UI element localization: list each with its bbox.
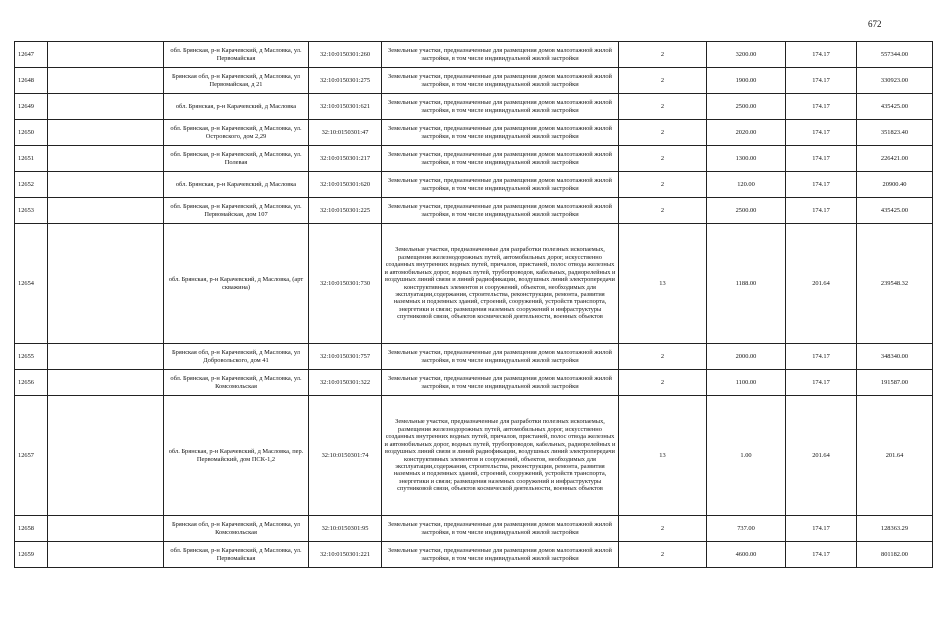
row-area: 1300.00 <box>707 146 786 172</box>
row-cadastral-number: 32:10:0150301:47 <box>309 120 382 146</box>
row-cadastral-number: 32:10:0150301:275 <box>309 68 382 94</box>
row-id: 12655 <box>15 344 48 370</box>
row-spacer <box>48 224 164 344</box>
row-spacer <box>48 120 164 146</box>
table-row <box>15 42 933 68</box>
row-category-code: 2 <box>619 198 707 224</box>
row-spacer <box>48 172 164 198</box>
row-category-code: 2 <box>619 94 707 120</box>
row-rate: 201.64 <box>786 396 857 516</box>
row-category-code: 2 <box>619 172 707 198</box>
row-cadastral-number: 32:10:0150301:260 <box>309 42 382 68</box>
row-category-code: 2 <box>619 542 707 568</box>
row-id: 12652 <box>15 172 48 198</box>
row-spacer <box>48 542 164 568</box>
row-spacer <box>48 68 164 94</box>
row-cadastral-number: 32:10:0150301:621 <box>309 94 382 120</box>
row-spacer <box>48 396 164 516</box>
row-id: 12651 <box>15 146 48 172</box>
row-area: 2020.00 <box>707 120 786 146</box>
row-permitted-use: Земельные участки, предназначенные для размещения домов малоэтажной жилой застройки, в том числе индивидуальной жилой застройки <box>382 198 619 224</box>
table-row <box>15 68 933 94</box>
row-permitted-use: Земельные участки, предназначенные для размещения домов малоэтажной жилой застройки, в том числе индивидуальной жилой застройки <box>382 120 619 146</box>
row-permitted-use: Земельные участки, предназначенные для размещения домов малоэтажной жилой застройки, в том числе индивидуальной жилой застройки <box>382 172 619 198</box>
row-id: 12648 <box>15 68 48 94</box>
row-id: 12654 <box>15 224 48 344</box>
row-permitted-use: Земельные участки, предназначенные для размещения домов малоэтажной жилой застройки, в том числе индивидуальной жилой застройки <box>382 42 619 68</box>
row-rate: 174.17 <box>786 172 857 198</box>
row-category-code: 2 <box>619 344 707 370</box>
row-rate: 174.17 <box>786 516 857 542</box>
row-address: обл. Брянская, р-н Карачевский, д Масловка, ул. Первомайская <box>164 542 309 568</box>
row-id: 12659 <box>15 542 48 568</box>
row-cadastral-value: 435425.00 <box>857 198 933 224</box>
row-cadastral-number: 32:10:0150301:221 <box>309 542 382 568</box>
row-id: 12653 <box>15 198 48 224</box>
table-row <box>15 516 933 542</box>
row-cadastral-value: 201.64 <box>857 396 933 516</box>
row-spacer <box>48 198 164 224</box>
row-spacer <box>48 94 164 120</box>
row-address: обл. Брянская, р-н Карачевский, д Масловка <box>164 94 309 120</box>
row-permitted-use: Земельные участки, предназначенные для разработки полезных ископаемых, размещения железнодорожных путей, автомобильных дорог, искусственно созданных внутренних водных путей, причалов, пристаней, полос отвода железных и автомобильных дорог, водных путей, трубопроводов, кабельных, радиорелейных и воздушных линий связи и линий радиофикации, воздушных линий электропередачи конструктивных элементов и сооружений, объектов, необходимых для эксплуатации,содержания, строительства, реконструкции, ремонта, развития наземных и подземных зданий, строений, сооружений, устройств транспорта, энергетики и связи; размещения наземных сооружений и инфраструктуры спутниковой связи, объектов космической деятельности, военных объектов <box>382 396 619 516</box>
row-rate: 174.17 <box>786 94 857 120</box>
row-permitted-use: Земельные участки, предназначенные для разработки полезных ископаемых, размещения железнодорожных путей, автомобильных дорог, искусственно созданных внутренних водных путей, причалов, пристаней, полос отвода железных и автомобильных дорог, водных путей, трубопроводов, кабельных, радиорелейных и воздушных линий связи и линий радиофикации, воздушных линий электропередачи конструктивных элементов и сооружений, объектов, необходимых для эксплуатации,содержания, строительства, реконструкции, ремонта, развития наземных и подземных зданий, строений, сооружений, устройств транспорта, энергетики и связи; размещения наземных сооружений и инфраструктуры спутниковой связи, объектов космической деятельности, военных объектов <box>382 224 619 344</box>
row-cadastral-value: 801182.00 <box>857 542 933 568</box>
row-category-code: 13 <box>619 396 707 516</box>
row-cadastral-value: 239548.32 <box>857 224 933 344</box>
registry-body <box>15 42 933 568</box>
row-permitted-use: Земельные участки, предназначенные для размещения домов малоэтажной жилой застройки, в том числе индивидуальной жилой застройки <box>382 68 619 94</box>
row-area: 4600.00 <box>707 542 786 568</box>
row-area: 2000.00 <box>707 344 786 370</box>
row-address: обл. Брянская, р-н Карачевский, д Масловка <box>164 172 309 198</box>
row-address: обл. Брянская, р-н Карачевский, д Масловка, ул. Островского, дом 2,29 <box>164 120 309 146</box>
row-rate: 174.17 <box>786 344 857 370</box>
page-number: 672 <box>868 19 882 29</box>
row-cadastral-number: 32:10:0150301:620 <box>309 172 382 198</box>
row-spacer <box>48 42 164 68</box>
row-category-code: 2 <box>619 146 707 172</box>
row-address: Брянская обл, р-н Карачевский, д Масловка, ул Добровольского, дом 41 <box>164 344 309 370</box>
row-cadastral-value: 226421.00 <box>857 146 933 172</box>
row-cadastral-number: 32:10:0150301:322 <box>309 370 382 396</box>
table-row <box>15 344 933 370</box>
row-address: обл. Брянская, р-н Карачевский, д Масловка, ул. Комсомольская <box>164 370 309 396</box>
row-address: обл. Брянская, р-н Карачевский, д Масловка, (арт скважина) <box>164 224 309 344</box>
row-id: 12649 <box>15 94 48 120</box>
row-id: 12656 <box>15 370 48 396</box>
table-row <box>15 198 933 224</box>
row-rate: 174.17 <box>786 146 857 172</box>
table-row <box>15 396 933 516</box>
row-address: обл. Брянская, р-н Карачевский, д Масловка, ул. Первомайская, дом 107 <box>164 198 309 224</box>
row-area: 737.00 <box>707 516 786 542</box>
row-permitted-use: Земельные участки, предназначенные для размещения домов малоэтажной жилой застройки, в том числе индивидуальной жилой застройки <box>382 516 619 542</box>
row-cadastral-value: 557344.00 <box>857 42 933 68</box>
table-row <box>15 146 933 172</box>
row-cadastral-value: 351823.40 <box>857 120 933 146</box>
row-spacer <box>48 344 164 370</box>
row-area: 1.00 <box>707 396 786 516</box>
row-area: 2500.00 <box>707 198 786 224</box>
row-rate: 201.64 <box>786 224 857 344</box>
row-category-code: 2 <box>619 120 707 146</box>
row-rate: 174.17 <box>786 120 857 146</box>
row-spacer <box>48 146 164 172</box>
row-cadastral-value: 330923.00 <box>857 68 933 94</box>
table-row <box>15 542 933 568</box>
row-cadastral-value: 435425.00 <box>857 94 933 120</box>
row-id: 12658 <box>15 516 48 542</box>
row-permitted-use: Земельные участки, предназначенные для размещения домов малоэтажной жилой застройки, в том числе индивидуальной жилой застройки <box>382 146 619 172</box>
row-area: 2500.00 <box>707 94 786 120</box>
row-area: 120.00 <box>707 172 786 198</box>
row-cadastral-number: 32:10:0150301:225 <box>309 198 382 224</box>
row-category-code: 2 <box>619 42 707 68</box>
row-permitted-use: Земельные участки, предназначенные для размещения домов малоэтажной жилой застройки, в том числе индивидуальной жилой застройки <box>382 344 619 370</box>
row-area: 1100.00 <box>707 370 786 396</box>
table-row <box>15 172 933 198</box>
row-cadastral-number: 32:10:0150301:730 <box>309 224 382 344</box>
row-rate: 174.17 <box>786 42 857 68</box>
row-cadastral-value: 348340.00 <box>857 344 933 370</box>
row-id: 12657 <box>15 396 48 516</box>
row-rate: 174.17 <box>786 198 857 224</box>
row-category-code: 2 <box>619 370 707 396</box>
table-row <box>15 370 933 396</box>
table-row <box>15 224 933 344</box>
row-address: обл. Брянская, р-н Карачевский, д Масловка, пер. Первомайский, дом ПСК-1,2 <box>164 396 309 516</box>
row-cadastral-number: 32:10:0150301:95 <box>309 516 382 542</box>
row-address: Брянская обл, р-н Карачевский, д Масловка, ул Комсомольская <box>164 516 309 542</box>
row-category-code: 13 <box>619 224 707 344</box>
row-category-code: 2 <box>619 68 707 94</box>
row-cadastral-value: 191587.00 <box>857 370 933 396</box>
row-address: обл. Брянская, р-н Карачевский, д Масловка, ул. Полевая <box>164 146 309 172</box>
table-row <box>15 94 933 120</box>
row-cadastral-value: 20900.40 <box>857 172 933 198</box>
row-spacer <box>48 370 164 396</box>
row-cadastral-number: 32:10:0150301:217 <box>309 146 382 172</box>
row-rate: 174.17 <box>786 68 857 94</box>
row-permitted-use: Земельные участки, предназначенные для размещения домов малоэтажной жилой застройки, в том числе индивидуальной жилой застройки <box>382 370 619 396</box>
row-cadastral-number: 32:10:0150301:74 <box>309 396 382 516</box>
row-cadastral-number: 32:10:0150301:757 <box>309 344 382 370</box>
row-permitted-use: Земельные участки, предназначенные для размещения домов малоэтажной жилой застройки, в том числе индивидуальной жилой застройки <box>382 542 619 568</box>
row-area: 1900.00 <box>707 68 786 94</box>
row-rate: 174.17 <box>786 542 857 568</box>
row-address: Брянская обл, р-н Карачевский, д Масловка, ул Первомайская, д 21 <box>164 68 309 94</box>
row-rate: 174.17 <box>786 370 857 396</box>
row-cadastral-value: 128363.29 <box>857 516 933 542</box>
row-address: обл. Брянская, р-н Карачевский, д Масловка, ул. Первомайская <box>164 42 309 68</box>
row-area: 1188.00 <box>707 224 786 344</box>
table-row <box>15 120 933 146</box>
row-permitted-use: Земельные участки, предназначенные для размещения домов малоэтажной жилой застройки, в том числе индивидуальной жилой застройки <box>382 94 619 120</box>
land-registry-table <box>14 41 933 568</box>
row-category-code: 2 <box>619 516 707 542</box>
row-id: 12647 <box>15 42 48 68</box>
row-spacer <box>48 516 164 542</box>
row-id: 12650 <box>15 120 48 146</box>
row-area: 3200.00 <box>707 42 786 68</box>
